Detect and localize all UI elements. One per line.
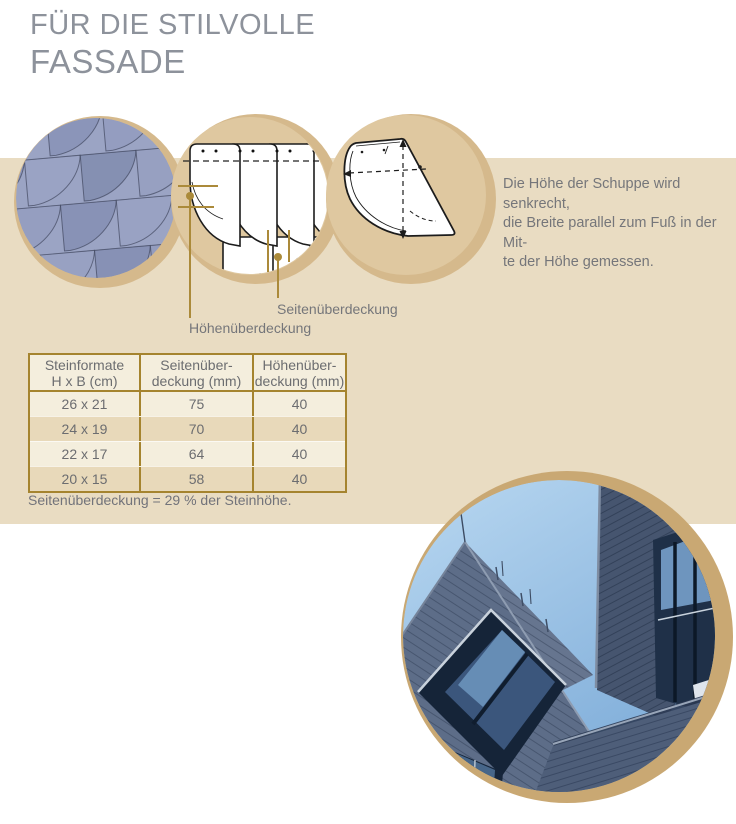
cell-height-overlap: 40 bbox=[252, 467, 345, 491]
side-overlap-label: Seitenüberdeckung bbox=[277, 301, 398, 317]
single-shingle-diagram bbox=[326, 115, 486, 275]
cell-format: 26 x 21 bbox=[61, 396, 108, 412]
measurement-note bbox=[503, 175, 733, 273]
page-title bbox=[30, 8, 315, 80]
side-overlap-left-line bbox=[267, 230, 269, 272]
single-shingle-illustration bbox=[326, 115, 486, 275]
table-footnote: Seitenüberdeckung = 29 % der Steinhöhe. bbox=[28, 492, 292, 508]
cell-height-overlap: 40 bbox=[252, 417, 345, 441]
table-row bbox=[30, 416, 345, 441]
header-line: deckung (mm) bbox=[151, 373, 242, 389]
cell-format: 22 x 17 bbox=[61, 446, 108, 462]
table-header-hoehenueberdeckung bbox=[252, 355, 345, 390]
slate-closeup-illustration bbox=[16, 118, 176, 278]
cell-height-overlap: 40 bbox=[252, 442, 345, 466]
cell-format: 20 x 15 bbox=[61, 471, 108, 487]
cell-side-overlap: 64 bbox=[139, 442, 252, 466]
measurement-note-line1: Die Höhe der Schuppe wird senkrecht, bbox=[503, 176, 681, 212]
cell-height-overlap: 40 bbox=[252, 392, 345, 416]
table-header-seitenueberdeckung bbox=[139, 355, 252, 390]
measurement-note-line3: te der Höhe gemessen. bbox=[503, 254, 654, 270]
header-line: Steinformate bbox=[44, 357, 125, 373]
table-row bbox=[30, 441, 345, 466]
shingle-overlap-diagram bbox=[171, 117, 329, 275]
measurement-note-line2: die Breite parallel zum Fuß in der Mit- bbox=[503, 215, 717, 251]
building-facade-photo bbox=[403, 480, 715, 792]
table-header-row bbox=[30, 355, 345, 392]
stone-format-table bbox=[28, 353, 347, 493]
header-line: deckung (mm) bbox=[254, 373, 345, 389]
cell-side-overlap: 58 bbox=[139, 467, 252, 491]
header-line: Seitenüber- bbox=[160, 357, 233, 373]
table-row bbox=[30, 392, 345, 416]
height-overlap-upper-line bbox=[178, 185, 218, 187]
shingle-overlap-illustration bbox=[171, 117, 329, 275]
side-overlap-right-line bbox=[288, 230, 290, 262]
table-header-steinformate bbox=[30, 355, 139, 390]
side-overlap-leader bbox=[277, 258, 279, 298]
table-row bbox=[30, 466, 345, 491]
height-overlap-label: Höhenüberdeckung bbox=[189, 320, 312, 336]
page-title-line2: FASSADE bbox=[30, 43, 186, 80]
height-overlap-leader bbox=[189, 196, 191, 318]
building-facade-illustration bbox=[403, 480, 715, 792]
header-line: H x B (cm) bbox=[51, 373, 118, 389]
slate-closeup-photo bbox=[16, 118, 176, 278]
page-title-line1: FÜR DIE STILVOLLE bbox=[30, 9, 316, 41]
cell-format: 24 x 19 bbox=[61, 421, 108, 437]
header-line: Höhenüber- bbox=[262, 357, 337, 373]
height-overlap-lower-line bbox=[178, 206, 214, 208]
cell-side-overlap: 70 bbox=[139, 417, 252, 441]
cell-side-overlap: 75 bbox=[139, 392, 252, 416]
